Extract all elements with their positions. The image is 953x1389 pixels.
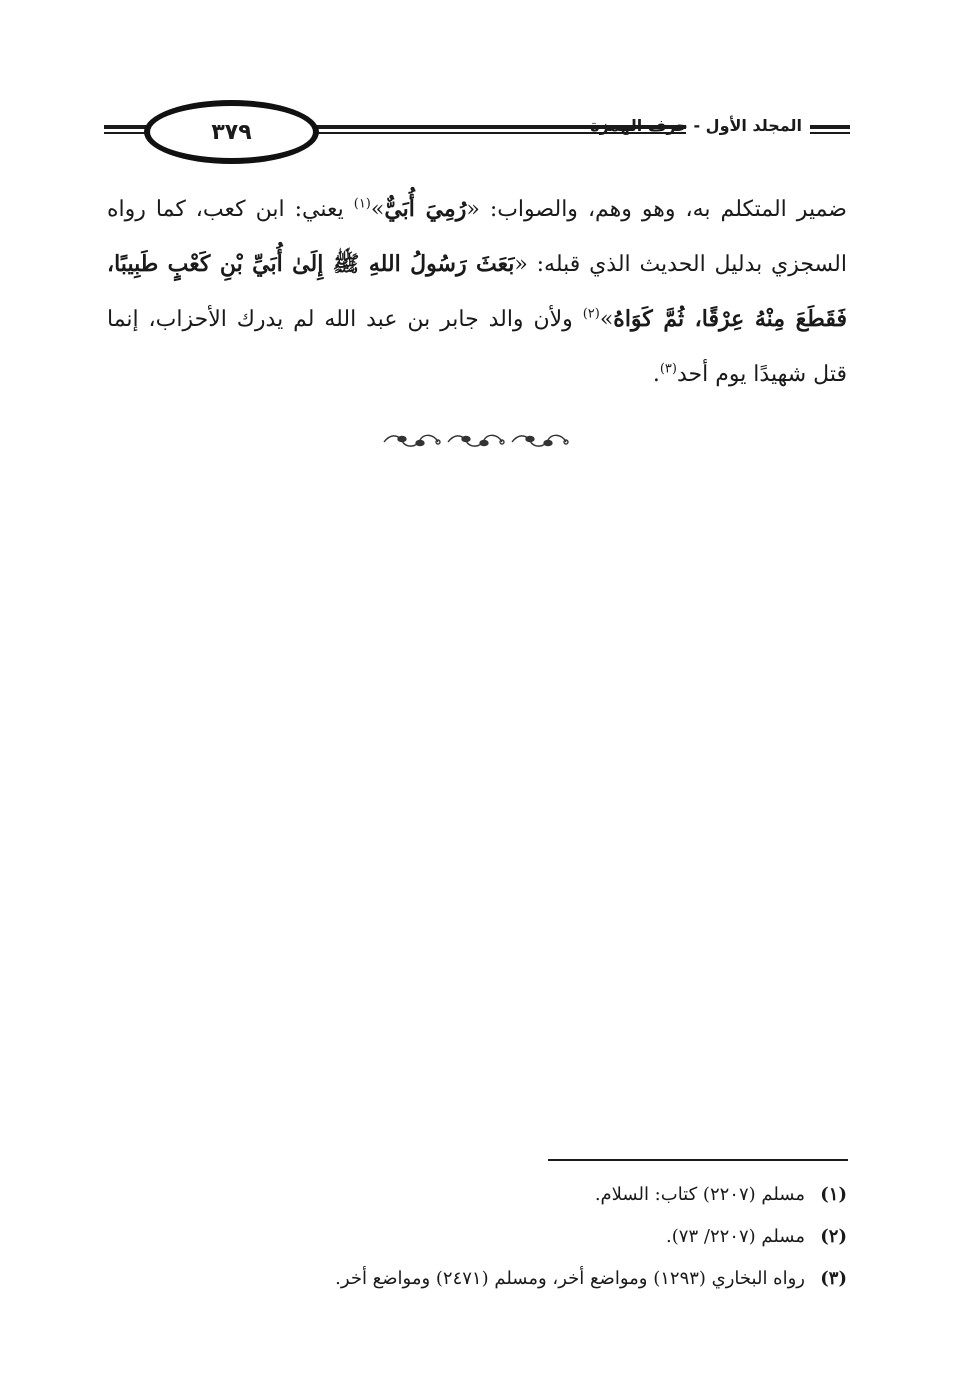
footnote-text: مسلم (٢٢٠٧) كتاب: السلام. <box>594 1184 805 1205</box>
header-title: المجلد الأول - حرف الهمزة <box>590 116 802 135</box>
section-ornament-icon <box>380 428 572 454</box>
footnote-ref-2[interactable]: (٢) <box>582 306 600 322</box>
body-paragraph <box>107 182 847 402</box>
hadith-quote: بَعَثَ رَسُولُ اللهِ ﷺ إِلَىٰ أُبَيِّ بْنِ كَعْبٍ طَبِيبًا، فَقَطَعَ مِنْهُ عِرْقًا، ثُمَّ كَوَاهُ <box>107 251 847 332</box>
footnote-ref-1[interactable]: (١) <box>353 196 371 212</box>
footnote-text: مسلم (٢٢٠٧/ ٧٣). <box>666 1226 805 1247</box>
body-text: ضمير المتكلم به، وهو وهم، والصواب: « <box>466 197 847 222</box>
footnote-number: (١) <box>820 1184 847 1205</box>
hadith-quote: رُمِيَ أُبَيٌّ <box>384 196 467 222</box>
body-text: يعني: ابن كعب، كما رواه السجزي بدليل الحديث الذي قبله: « <box>107 197 847 277</box>
footnote-text: رواه البخاري (١٢٩٣) ومواضع أخر، ومسلم (٢٤٧١) ومواضع أخر. <box>335 1268 805 1289</box>
quote-close: » <box>370 197 385 222</box>
footnote-1 <box>147 1174 847 1216</box>
header-rule-right <box>810 125 850 134</box>
footnote-number: (٢) <box>820 1226 847 1247</box>
footnote-number: (٣) <box>820 1268 847 1289</box>
body-text: . <box>652 362 660 387</box>
page-number: ٣٧٩ <box>144 100 319 164</box>
quote-close: » <box>599 307 614 332</box>
footnote-2 <box>147 1216 847 1258</box>
running-header <box>104 100 850 164</box>
footnotes <box>147 1174 847 1300</box>
footnote-separator <box>548 1159 848 1161</box>
footnote-3 <box>147 1258 847 1300</box>
body-text: ولأن والد جابر بن عبد الله لم يدرك الأحزاب، إنما قتل شهيدًا يوم أحد <box>107 307 847 387</box>
footnote-ref-3[interactable]: (٣) <box>659 361 677 377</box>
main-text <box>107 182 847 402</box>
